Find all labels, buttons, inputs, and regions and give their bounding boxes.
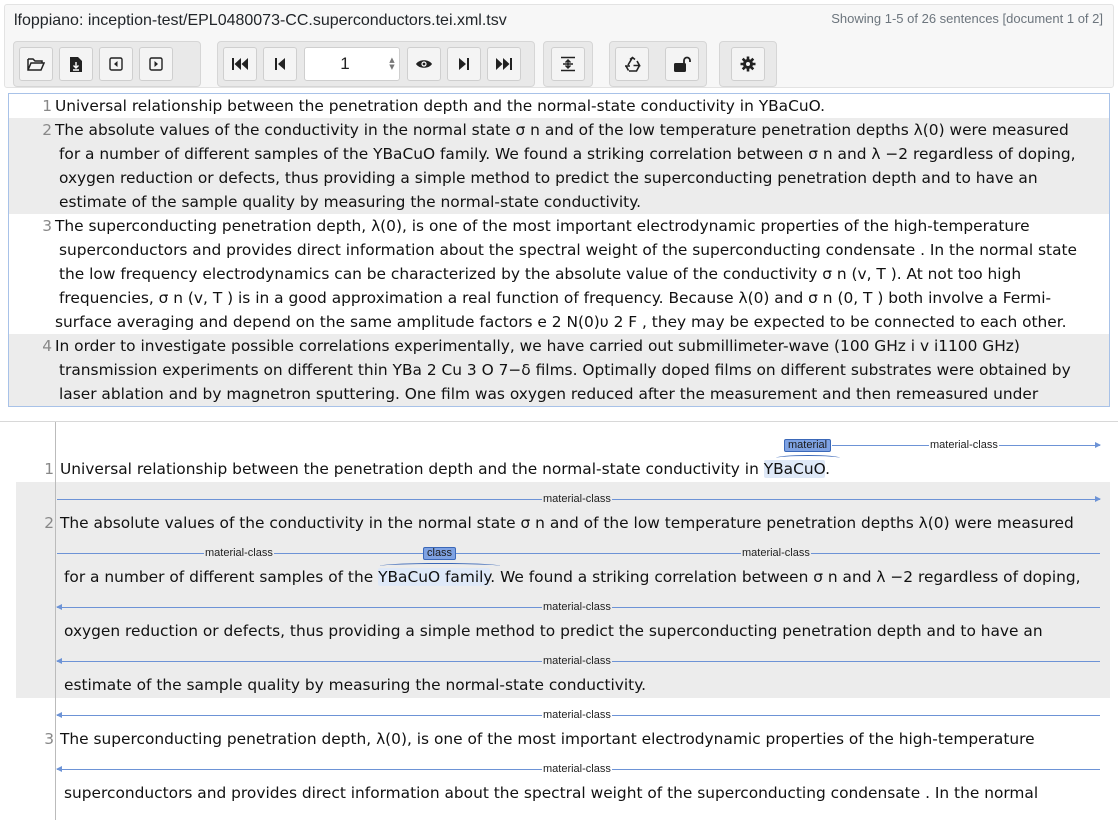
sentence-line: the low frequency electrodynamics can be characterized by the absolute value of the conductivity σ n (v, T ). At not too high: [59, 265, 1022, 283]
previous-page-icon: [274, 57, 286, 71]
sentence-line: The superconducting penetration depth, λ(0), is one of the most important electrodynamic properties of the high-temperature: [60, 730, 1035, 748]
panel-divider: [0, 407, 1118, 421]
folder-open-icon: [27, 57, 45, 71]
sentence-line: superconductors and provides direct information about the spectral weight of the superconducting condensate . In the normal state: [59, 241, 1078, 259]
sentence-line: The superconducting penetration depth, λ(0), is one of the most important electrodynamic properties of the high-temperature: [55, 217, 1030, 235]
last-page-icon: [495, 57, 513, 71]
line-number-gutter: [55, 422, 56, 820]
relation-label[interactable]: material-class: [930, 439, 998, 451]
next-document-icon: [149, 57, 163, 71]
first-page-button[interactable]: [223, 47, 257, 81]
document-title: lfoppiano: inception-test/EPL0480073-CC.superconductors.tei.xml.tsv: [14, 12, 507, 29]
settings-button[interactable]: [731, 47, 765, 81]
span-label-class[interactable]: class: [423, 547, 456, 560]
annotated-sentence-1: [60, 459, 830, 479]
last-page-button[interactable]: [487, 47, 521, 81]
recycle-icon: [624, 56, 641, 72]
page-stepper-arrows[interactable]: ▲ ▼: [389, 56, 395, 71]
sentence-line: The absolute values of the conductivity in the normal state σ n and of the low temperature penetration depths λ(0) were measured: [60, 514, 1074, 532]
relation-label[interactable]: material-class: [543, 655, 611, 667]
sentence-line: estimate of the sample quality by measuring the normal-state conductivity.: [59, 193, 642, 211]
annotation-view[interactable]: [0, 421, 1118, 820]
document-toolbar-group: [13, 41, 201, 87]
open-document-button[interactable]: [19, 47, 53, 81]
sentence-number: 4: [42, 337, 52, 355]
sentence-line: oxygen reduction or defects, thus providing a simple method to predict the superconducting penetration depth and to have an: [64, 622, 1043, 640]
sentence-number: 1: [42, 97, 52, 115]
sentence-range-summary: Showing 1-5 of 26 sentences [document 1 of 2]: [831, 11, 1103, 26]
next-page-icon: [458, 57, 470, 71]
sentence-number: 2: [42, 121, 52, 139]
sentence-text: Universal relationship between the penetration depth and the normal-state conductivity in: [60, 460, 764, 478]
sentence-line: frequencies, σ n (v, T ) is in a good approximation a real function of frequency. Because λ(0) and σ n (0, T ) both involve a Fermi-: [59, 289, 1052, 307]
annotated-span-material[interactable]: YBaCuO: [763, 460, 826, 478]
split-view-button[interactable]: [551, 47, 585, 81]
previous-page-button[interactable]: [263, 47, 297, 81]
sentence-row-1[interactable]: [9, 94, 1109, 118]
document-state-toolbar-group: [609, 41, 707, 87]
split-view-icon: [560, 56, 576, 72]
previous-document-icon: [109, 57, 123, 71]
next-page-button[interactable]: [447, 47, 481, 81]
export-document-button[interactable]: [59, 47, 93, 81]
unlock-icon: [673, 56, 691, 73]
span-label-material[interactable]: material: [784, 439, 831, 452]
next-document-button[interactable]: [139, 47, 173, 81]
lock-document-button[interactable]: [665, 47, 699, 81]
annotated-sentence-2-line-2: [64, 567, 1081, 587]
reset-document-button[interactable]: [615, 47, 649, 81]
first-page-icon: [231, 57, 249, 71]
annotated-span-class[interactable]: YBaCuO family: [378, 568, 491, 586]
paging-toolbar-group: [217, 41, 535, 87]
sentence-row-3[interactable]: [9, 214, 1109, 334]
sentence-number: 3: [42, 217, 52, 235]
sentence-line: In order to investigate possible correlations experimentally, we have carried out submillimeter-wave (100 GHz i v i1100 GHz): [55, 337, 1020, 355]
relation-label[interactable]: material-class: [742, 547, 810, 559]
sentence-line: The absolute values of the conductivity in the normal state σ n and of the low temperature penetration depths λ(0) were measured: [55, 121, 1069, 139]
sentence-line: superconductors and provides direct information about the spectral weight of the superconducting condensate . In the normal: [64, 784, 1039, 802]
sentence-line: for a number of different samples of the YBaCuO family. We found a striking correlation between σ n and λ −2 regardless of doping,: [59, 145, 1076, 163]
relation-label[interactable]: material-class: [205, 547, 273, 559]
row-number: 2: [44, 514, 54, 532]
page-number-input[interactable]: [304, 47, 400, 81]
relation-label[interactable]: material-class: [543, 601, 611, 613]
relation-label[interactable]: material-class: [543, 709, 611, 721]
settings-toolbar-group: [719, 41, 777, 87]
gear-icon: [740, 56, 756, 72]
sentence-text: . We found a striking correlation between σ n and λ −2 regardless of doping,: [490, 568, 1081, 586]
row-number: 3: [44, 730, 54, 748]
sentence-row-2[interactable]: [9, 118, 1109, 214]
preferences-button[interactable]: [407, 47, 441, 81]
previous-document-button[interactable]: [99, 47, 133, 81]
sentence-line: transmission experiments on different thin YBa 2 Cu 3 O 7−δ films. Optimally doped films on different substrates were obtained by: [59, 361, 1071, 379]
layout-toolbar-group: [543, 41, 593, 87]
relation-label[interactable]: material-class: [543, 493, 611, 505]
sentence-line: oxygen reduction or defects, thus providing a simple method to predict the superconducting penetration depth and to have an: [59, 169, 1038, 187]
sentence-line: Universal relationship between the penetration depth and the normal-state conductivity in YBaCuO.: [55, 97, 825, 115]
sentence-line: surface averaging and depend on the same amplitude factors e 2 N(0)υ 2 F , they may be expected to be connected to each other.: [55, 313, 1067, 331]
file-download-icon: [69, 56, 83, 73]
sentence-line: estimate of the sample quality by measuring the normal-state conductivity.: [64, 676, 647, 694]
document-header: [4, 4, 1114, 88]
eye-icon: [415, 58, 433, 70]
relation-label[interactable]: material-class: [543, 763, 611, 775]
row-number: 1: [44, 460, 54, 478]
sentence-line: laser ablation and by magnetron sputtering. One film was oxygen reduced after the measurement and then remeasured under: [59, 385, 1039, 403]
sentence-list[interactable]: [8, 93, 1110, 407]
sentence-text: for a number of different samples of the: [64, 568, 379, 586]
sentence-row-4[interactable]: [9, 334, 1109, 406]
sentence-text: .: [825, 460, 831, 478]
